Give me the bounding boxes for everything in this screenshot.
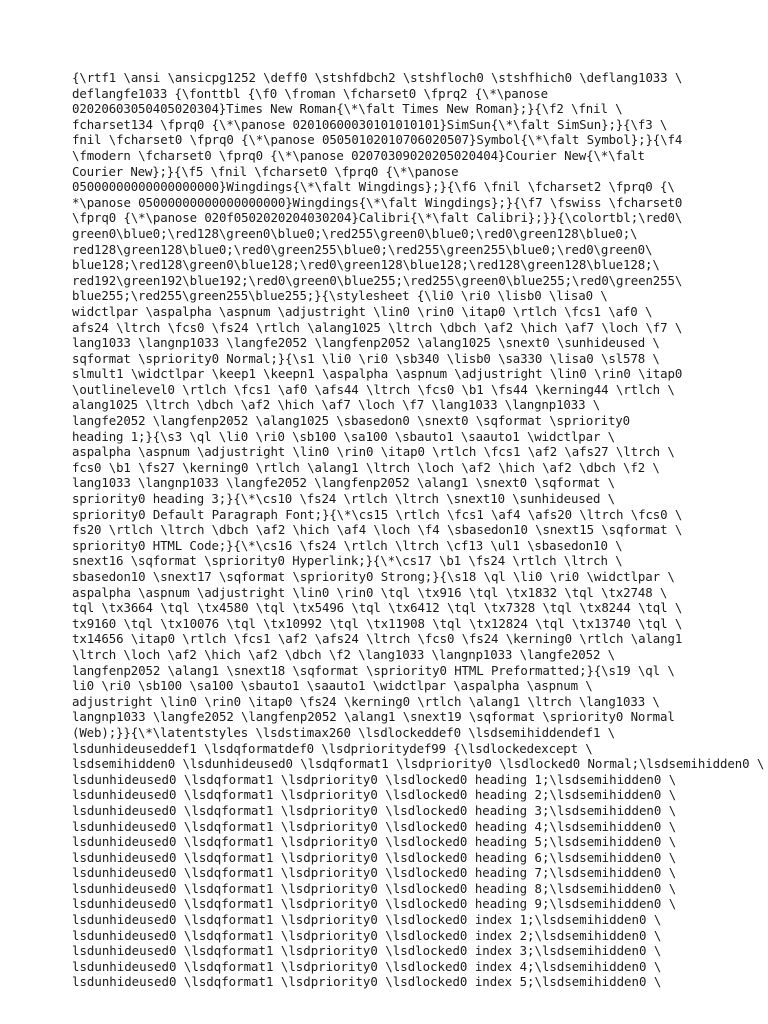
text-line: red128\green128\blue0;\red0\green255\blue0;\red255\green255\blue0;\red0\green0\ [72, 241, 653, 257]
text-line: tx14656 \itap0 \rtlch \fcs1 \af2 \afs24 \ltrch \fcs0 \fs24 \kerning0 \rtlch \alang1 [72, 631, 683, 647]
text-line: lsdunhideuseddef1 \lsdqformatdef0 \lsdprioritydef99 {\lsdlockedexcept \ [72, 740, 593, 756]
text-line: heading 1;}{\s3 \ql \li0 \ri0 \sb100 \sa100 \sbauto1 \saauto1 \widctlpar \ [72, 428, 615, 444]
text-line: lsdunhideused0 \lsdqformat1 \lsdpriority0 \lsdlocked0 heading 8;\lsdsemihidden0 \ [72, 880, 677, 896]
text-line: lsdunhideused0 \lsdqformat1 \lsdpriority0 \lsdlocked0 index 4;\lsdsemihidden0 \ [72, 958, 662, 974]
text-line: lsdunhideused0 \lsdqformat1 \lsdpriority0 \lsdlocked0 index 5;\lsdsemihidden0 \ [72, 974, 662, 990]
text-line: sqformat \spriority0 Normal;}{\s1 \li0 \ri0 \sb340 \lisb0 \sa330 \lisa0 \sl578 \ [72, 350, 660, 366]
text-line: alang1025 \ltrch \dbch \af2 \hich \af7 \loch \f7 \lang1033 \langnp1033 \ [72, 397, 601, 413]
text-line: lsdunhideused0 \lsdqformat1 \lsdpriority0 \lsdlocked0 heading 2;\lsdsemihidden0 \ [72, 787, 677, 803]
text-line: lsdunhideused0 \lsdqformat1 \lsdpriority0 \lsdlocked0 heading 7;\lsdsemihidden0 \ [72, 865, 677, 881]
text-line: fnil \fcharset0 \fprq0 {\*\panose 05050102010706020507}Symbol{\*\falt Symbol};}{\f4 [72, 132, 683, 148]
text-line: \ltrch \loch \af2 \hich \af2 \dbch \f2 \lang1033 \langnp1033 \langfe2052 \ [72, 646, 615, 662]
text-line: 05000000000000000000}Wingdings{\*\falt Wingdings};}{\f6 \fnil \fcharset2 \fprq0 {\ [72, 179, 675, 195]
text-line: deflangfe1033 {\fonttbl {\f0 \froman \fcharset0 \fprq2 {\*\panose [72, 85, 548, 101]
text-line: lsdunhideused0 \lsdqformat1 \lsdpriority0 \lsdlocked0 index 2;\lsdsemihidden0 \ [72, 927, 662, 943]
text-line: langfe2052 \langfenp2052 \alang1025 \sbasedon0 \snext0 \sqformat \spriority0 [72, 413, 630, 429]
text-line: {\rtf1 \ansi \ansicpg1252 \deff0 \stshfdbch2 \stshfloch0 \stshfhich0 \deflang1033 \ [72, 70, 683, 85]
text-line: langfenp2052 \alang1 \snext18 \sqformat \spriority0 HTML Preformatted;}{\s19 \ql \ [72, 662, 675, 678]
text-line: langnp1033 \langfe2052 \langfenp2052 \alang1 \snext19 \sqformat \spriority0 Normal [72, 709, 675, 725]
text-line: lang1033 \langnp1033 \langfe2052 \langfenp2052 \alang1025 \snext0 \sunhideused \ [72, 335, 660, 351]
text-line: lsdunhideused0 \lsdqformat1 \lsdpriority0 \lsdlocked0 heading 1;\lsdsemihidden0 \ [72, 771, 677, 787]
text-line: aspalpha \aspnum \adjustright \lin0 \rin0 \itap0 \rtlch \fcs1 \af2 \afs27 \ltrch \ [72, 444, 675, 460]
text-line: adjustright \lin0 \rin0 \itap0 \fs24 \kerning0 \rtlch \alang1 \ltrch \lang1033 \ [72, 693, 660, 709]
text-line: red192\green192\blue192;\red0\green0\blue255;\red255\green0\blue255;\red0\green255\ [72, 272, 683, 288]
text-line: lang1033 \langnp1033 \langfe2052 \langfenp2052 \alang1 \snext0 \sqformat \ [72, 475, 615, 491]
text-line: spriority0 Default Paragraph Font;}{\*\cs15 \rtlch \fcs1 \af4 \afs20 \ltrch \fcs0 \ [72, 506, 683, 522]
text-line: spriority0 heading 3;}{\*\cs10 \fs24 \rtlch \ltrch \snext10 \sunhideused \ [72, 491, 615, 507]
text-line: tx9160 \tql \tx10076 \tql \tx10992 \tql \tx11908 \tql \tx12824 \tql \tx13740 \tql \ [72, 615, 683, 631]
text-line: lsdunhideused0 \lsdqformat1 \lsdpriority0 \lsdlocked0 heading 4;\lsdsemihidden0 \ [72, 818, 677, 834]
text-line: fcharset134 \fprq0 {\*\panose 02010600030101010101}SimSun{\*\falt SimSun};}{\f3 \ [72, 116, 668, 132]
text-line: (Web);}}{\*\latentstyles \lsdstimax260 \lsdlockeddef0 \lsdsemihiddendef1 \ [72, 724, 615, 740]
text-line: \fmodern \fcharset0 \fprq0 {\*\panose 02070309020205020404}Courier New{\*\falt [72, 147, 645, 163]
text-line: li0 \ri0 \sb100 \sa100 \sbauto1 \saauto1 \widctlpar \aspalpha \aspnum \ [72, 678, 593, 694]
text-line: lsdunhideused0 \lsdqformat1 \lsdpriority0 \lsdlocked0 index 3;\lsdsemihidden0 \ [72, 943, 662, 959]
text-line: tql \tx3664 \tql \tx4580 \tql \tx5496 \tql \tx6412 \tql \tx7328 \tql \tx8244 \tql \ [72, 600, 683, 616]
text-line: green0\blue0;\red128\green0\blue0;\red255\green0\blue0;\red0\green128\blue0;\ [72, 225, 638, 241]
text-line: \fprq0 {\*\panose 020f0502020204030204}Calibri{\*\falt Calibri};}}{\colortbl;\red0\ [72, 210, 683, 226]
text-line: \outlinelevel0 \rtlch \fcs1 \af0 \afs44 \ltrch \fcs0 \b1 \fs44 \kerning44 \rtlch \ [72, 381, 675, 397]
text-line: fcs0 \b1 \fs27 \kerning0 \rtlch \alang1 \ltrch \loch \af2 \hich \af2 \dbch \f2 \ [72, 459, 660, 475]
text-line: fs20 \rtlch \ltrch \dbch \af2 \hich \af4 \loch \f4 \sbasedon10 \snext15 \sqformat \ [72, 522, 683, 538]
text-line: slmult1 \widctlpar \keep1 \keepn1 \aspalpha \aspnum \adjustright \lin0 \rin0 \itap0 [72, 366, 683, 382]
text-line: lsdunhideused0 \lsdqformat1 \lsdpriority0 \lsdlocked0 heading 6;\lsdsemihidden0 \ [72, 849, 677, 865]
text-line: blue255;\red255\green255\blue255;}{\stylesheet {\li0 \ri0 \lisb0 \lisa0 \ [72, 288, 608, 304]
text-line: sbasedon10 \snext17 \sqformat \spriority0 Strong;}{\s18 \ql \li0 \ri0 \widctlpar \ [72, 569, 675, 584]
text-line: widctlpar \aspalpha \aspnum \adjustright \lin0 \rin0 \itap0 \rtlch \fcs1 \af0 \ [72, 303, 653, 319]
text-line: aspalpha \aspnum \adjustright \lin0 \rin0 \tql \tx916 \tql \tx1832 \tql \tx2748 \ [72, 584, 668, 600]
text-line: lsdunhideused0 \lsdqformat1 \lsdpriority0 \lsdlocked0 heading 5;\lsdsemihidden0 \ [72, 834, 677, 850]
text-line: blue128;\red128\green0\blue128;\red0\green128\blue128;\red128\green128\blue128;\ [72, 257, 660, 273]
text-line: lsdunhideused0 \lsdqformat1 \lsdpriority0 \lsdlocked0 heading 9;\lsdsemihidden0 \ [72, 896, 677, 912]
text-line: snext16 \sqformat \spriority0 Hyperlink;}{\*\cs17 \b1 \fs24 \rtlch \ltrch \ [72, 553, 623, 569]
text-line: lsdunhideused0 \lsdqformat1 \lsdpriority0 \lsdlocked0 heading 3;\lsdsemihidden0 \ [72, 802, 677, 818]
text-line: spriority0 HTML Code;}{\*\cs16 \fs24 \rtlch \ltrch \cf13 \ul1 \sbasedon10 \ [72, 537, 623, 553]
rtf-source-text [72, 70, 764, 990]
text-line: *\panose 05000000000000000000}Wingdings{\*\falt Wingdings};}{\f7 \fswiss \fcharset0 [72, 194, 683, 210]
text-line: 02020603050405020304}Times New Roman{\*\falt Times New Roman};}{\f2 \fnil \ [72, 101, 623, 117]
text-line: lsdsemihidden0 \lsdunhideused0 \lsdqformat1 \lsdpriority0 \lsdlocked0 Normal;\lsdsemihidden0 \ [72, 756, 765, 772]
text-line: lsdunhideused0 \lsdqformat1 \lsdpriority0 \lsdlocked0 index 1;\lsdsemihidden0 \ [72, 912, 662, 928]
text-line: afs24 \ltrch \fcs0 \fs24 \rtlch \alang1025 \ltrch \dbch \af2 \hich \af7 \loch \f7 \ [72, 319, 683, 335]
text-line: Courier New};}{\f5 \fnil \fcharset0 \fprq0 {\*\panose [72, 163, 459, 179]
